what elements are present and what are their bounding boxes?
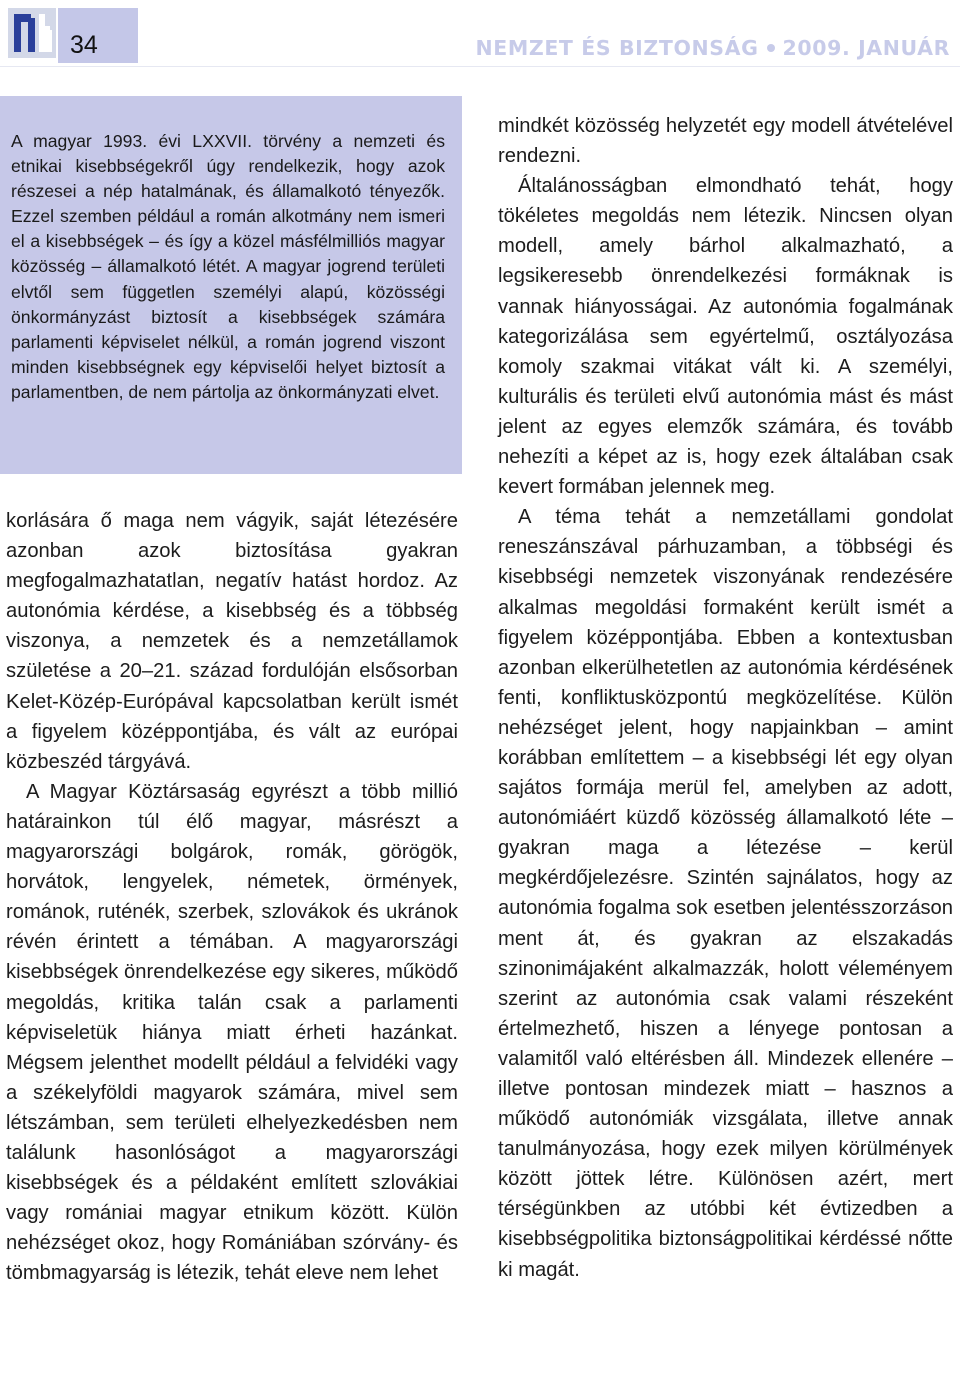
journal-title: NEMZET ÉS BIZTONSÁG (475, 36, 759, 60)
nb-logo (8, 8, 56, 58)
right-column (498, 111, 953, 1285)
left-column (6, 506, 458, 1288)
page-header (0, 0, 960, 70)
header-rule (0, 66, 960, 67)
paragraph: A Magyar Köztársaság egyrészt a több millió határainkon túl élő magyar, másrészt a magyarországi bolgárok, romák, görögök, horvátok, lengyelek, németek, örmények, románok, ruténék, szerbek, szlovákok és ukránok révén érintett a témában. A magyarországi kisebbségek önrendelkezése egy sikeres, működő megoldás, kritika talán csak a parlamenti képviseletük hiánya miatt érheti hazánkat. Mégsem jelenthet modellt például a felvidéki vagy a székelyföldi magyarok számára, mivel sem létszámban, sem területi elhelyezkedésben nem találunk hasonlóságot a magyarországi kisebbségek és a példaként említett szlovákiai vagy romániai magyar etnikum között. Külön nehézséget okoz, hogy Romániában szórvány- és tömbmagyarság is létezik, tehát eleve nem lehet (6, 780, 458, 1285)
nb-logo-icon (8, 8, 56, 58)
paragraph: A téma tehát a nemzetállami gondolat reneszánszával párhuzamban, a többségi és kisebbségi nemzetek viszonyának rendezésére alkalmas megoldási formaként került ismét a figyelem középpontjába. Ebben a kontextusban azonban elkerülhetetlen az autonómia kérdésének fenti, konfliktusközpontú megközelítése. Külön nehézséget jelent, hogy napjainkban – amint korábban említettem – a kisebbségi lét egy olyan sajátos formája merül fel, amelyben az adott, autonómiáért küzdő közösség államalkotó léte – gyakran maga a létezése – kerül megkérdőjelezésre. Szintén sajnálatos, hogy az autonómia fogalma sok esetben jelentésszorzáson ment át, és gyakran az elszakadás szinonimájaként alkalmazzák, holott véleményem szerint az autonómia csak valami részeként értelmezhető, hiszen a lényege pontosan a valamitől való eltérésben áll. Mindezek ellenére – illetve pontosan mindezek miatt – hasznos a működő autonómiák vizsgálata, illetve annak tanulmányozása, hogy ezek milyen körülmények között jöttek létre. Különösen azért, mert térségünkben az utóbbi két évtizedben a kisebbségpolitika biztonságpolitikai kérdéssé nőtte ki magát. (498, 506, 953, 1281)
paragraph: mindkét közösség helyzetét egy modell átvételével rendezni. (498, 115, 953, 168)
running-head (476, 36, 951, 60)
bullet-icon (767, 44, 775, 52)
sidebar-text: A magyar 1993. évi LXXVII. törvény a nemzeti és etnikai kisebbségekről úgy rendelkezik, hogy azok részesei a nép hatalmának, és államalkotó tényezők. Ezzel szemben például a román alkotmány nem ismeri el a kisebbségek – és így a közel másfélmilliós magyar közösség – államalkotó létét. A magyar jogrend területi elvtől sem független személyi alapú, közösségi önkormányzást biztosít a kisebbségek számára parlamenti képviselet nélkül, a román jogrend viszont minden kisebbségnek egy képviselői helyet biztosít a parlamentben, de nem pártolja az önkormányzati elvet. (11, 131, 445, 402)
page-number: 34 (70, 31, 98, 59)
issue-date: 2009. JANUÁR (782, 36, 950, 60)
paragraph: korlására ő maga nem vágyik, saját létezésére azonban azok biztosítása gyakran megfogalmazhatatlan, negatív hatást hordoz. Az autonómia kérdése, a kisebbség és a többség viszonya, a nemzetek és a nemzetállamok születése a 20–21. század fordulóján elsősorban Kelet-Közép-Európával kapcsolatban került ismét a figyelem középpontjába, és vált az európai közbeszéd tárgyává. (6, 510, 458, 773)
paragraph: Általánosságban elmondható tehát, hogy tökéletes megoldás nem létezik. Nincsen olyan modell, amely bárhol alkalmazható, a legsikeresebb önrendelkezési formáknak is vannak hiányosságai. Az autonómia fogalmának kategorizálása sem egyértelmű, osztályozása komoly szakmai vitákat vált ki. A személyi, kulturális és területi elvű autonómia mást és mást jelent az egyes elemzők számára, és tovább nehezíti a képet az is, hogy ezek általában csak kevert formában jelennek meg. (498, 175, 953, 499)
